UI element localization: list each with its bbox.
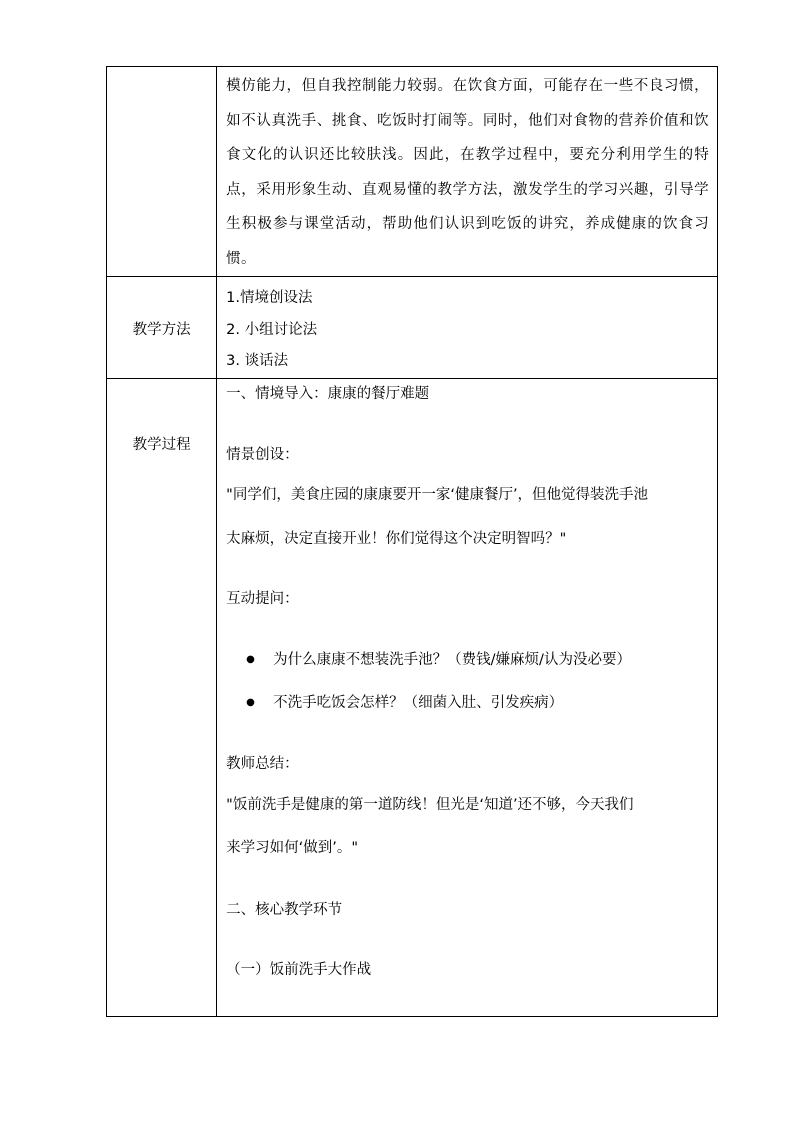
method-item: 3. 谈话法 [226, 353, 289, 369]
scene-label: 情景创设： [226, 446, 299, 463]
method-item: 2. 小组讨论法 [226, 321, 318, 338]
teaching-methods-label: 教学方法 [132, 322, 191, 338]
bullet-icon: ● [246, 696, 255, 708]
question-label: 互动提问： [226, 590, 299, 607]
summary-text-line-1: "饭前洗手是健康的第一道防线！但光是‘知道’还不够，今天我们 [226, 796, 634, 813]
teaching-process-row [107, 378, 718, 1016]
teaching-process-content-cell [217, 378, 718, 1016]
sub-heading: （一）饭前洗手大作战 [226, 961, 372, 978]
teaching-methods-list [217, 277, 717, 378]
bullet-icon: ● [246, 653, 255, 665]
lesson-plan-table [106, 66, 718, 1017]
student-profile-text: 模仿能力，但自我控制能力较弱。在饮食方面，可能存在一些不良习惯，如不认真洗手、挑食、吃饭时打闹等。同时，他们对食物的营养价值和饮食文化的认识还比较肤浅。因此，在教学过程中，要充分利用学生的特点，采用形象生动、直观易懂的教学方法，激发学生的学习兴趣，引导学生积极参与课堂活动，帮助他们认识到吃饭的讲究，养成健康的饮食习惯。 [226, 78, 709, 267]
teaching-process-label: 教学过程 [132, 436, 191, 453]
teaching-methods-label-cell [107, 277, 217, 379]
teaching-process-label-cell [107, 378, 217, 1016]
student-profile-row [107, 67, 718, 277]
intro-heading: 一、情境导入：康康的餐厅难题 [226, 385, 430, 402]
teaching-process-content [217, 379, 717, 1016]
method-item: 1.情境创设法 [226, 290, 313, 306]
teaching-methods-content-cell [217, 277, 718, 379]
student-profile-content-cell [217, 67, 718, 277]
summary-text-line-2: 来学习如何‘做到’。" [226, 839, 359, 856]
student-profile-label-cell [107, 67, 217, 277]
question-item: 不洗手吃饭会怎样？（细菌入肚、引发疾病） [273, 694, 564, 711]
question-item: 为什么康康不想装洗手池？（费钱/嫌麻烦/认为没必要） [273, 651, 631, 668]
core-heading: 二、核心教学环节 [226, 901, 343, 918]
scene-text-line-2: 太麻烦，决定直接开业！你们觉得这个决定明智吗？" [226, 530, 567, 547]
scene-text-line-1: "同学们，美食庄园的康康要开一家‘健康餐厅’，但他觉得装洗手池 [226, 486, 649, 503]
teaching-methods-row [107, 277, 718, 379]
summary-label: 教师总结： [226, 755, 299, 772]
